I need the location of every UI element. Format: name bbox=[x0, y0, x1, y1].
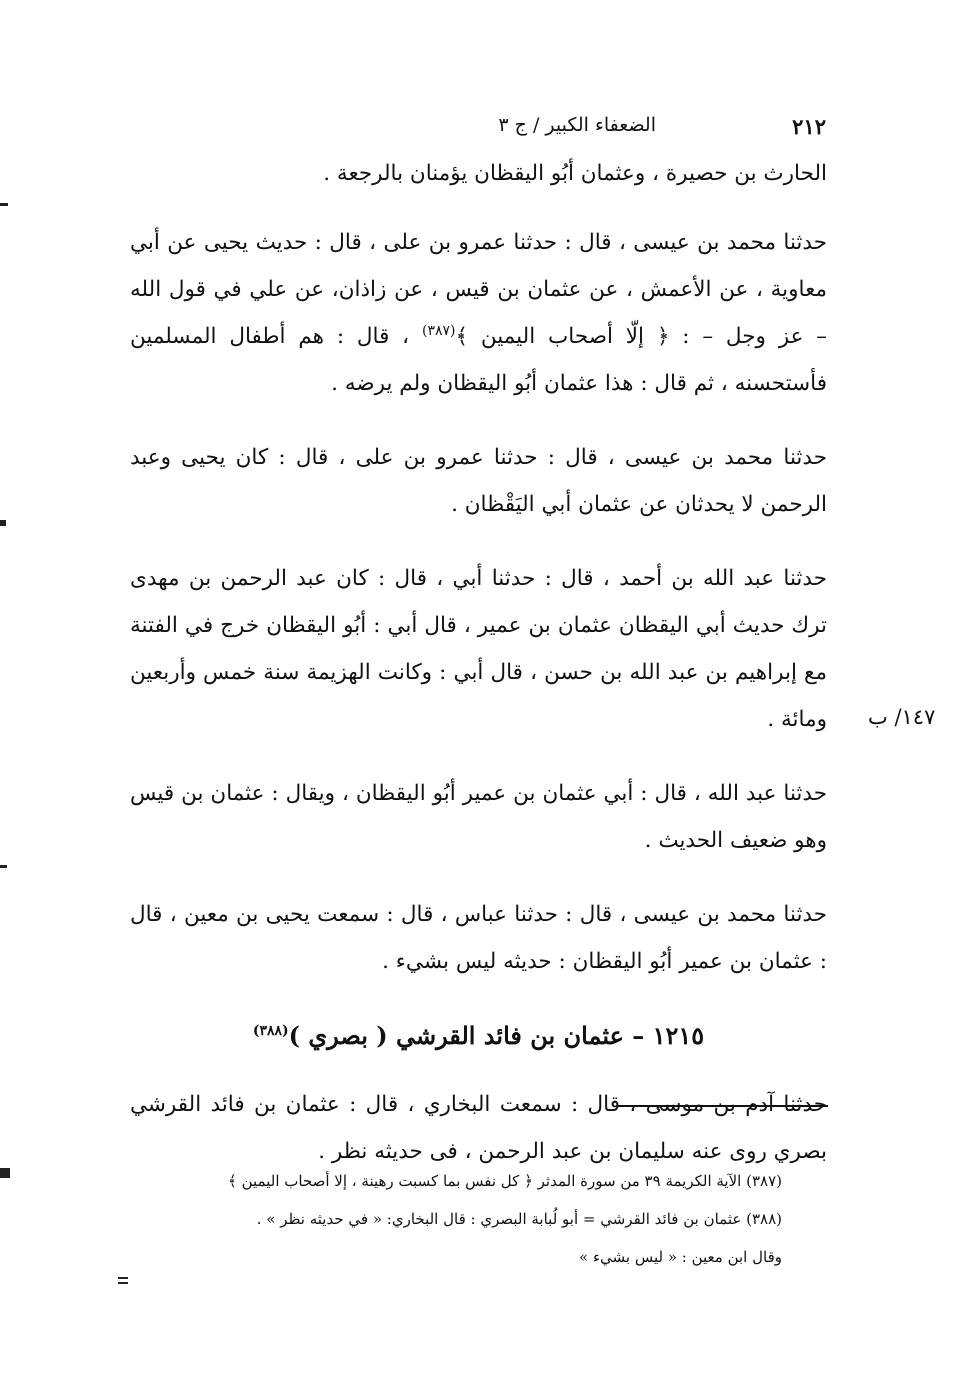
paragraph-2-text: حدثنا محمد بن عيسى ، قال : حدثنا عمرو بن على ، قال : حديث يحيى عن أبي معاوية ، عن الأعمش ، عن عثمان بن قيس ، عن زاذان، عن علي في قول الله – عز وجل – : ﴿ إلّا أصحاب اليمين ﴾ bbox=[130, 230, 827, 349]
paragraph-1: الحارث بن حصيرة ، وعثمان أبُو اليقظان يؤمنان بالرجعة . bbox=[323, 161, 827, 186]
entry-title: ١٢١٥ – عثمان بن فائد القرشي ( بصري ) bbox=[288, 1021, 705, 1050]
entry-heading bbox=[130, 1012, 827, 1059]
manuscript-folio-mark: ١٤٧/ ب bbox=[868, 705, 936, 729]
footnote-separator bbox=[618, 1105, 828, 1107]
paragraph-2 bbox=[130, 219, 827, 407]
paragraph-4: حدثنا عبد الله بن أحمد ، قال : حدثنا أبي ، قال : كان عبد الرحمن بن مهدى ترك حديث أبي اليقظان عثمان بن عمير ، قال أبي : أبُو اليقظان خرج في الفتنة مع إبراهيم بن عبد الله بن حسن ، قال أبي : وكانت الهزيمة سنة خمس وأربعين ومائة . bbox=[130, 566, 827, 732]
footnote-ref-388[interactable]: (٣٨٨) bbox=[252, 1023, 289, 1039]
paragraph-3: حدثنا محمد بن عيسى ، قال : حدثنا عمرو بن على ، قال : كان يحيى وعبد الرحمن لا يحدثان عن عثمان أبي اليَقْظان . bbox=[130, 445, 827, 517]
scan-edge-mark bbox=[0, 1168, 10, 1178]
footnote-387: (٣٨٧) الآية الكريمة ٣٩ من سورة المدثر ﴿ كل نفس بما كسبت رهينة ، إلا أصحاب اليمين ﴾ bbox=[228, 1172, 782, 1190]
footnote-388-continued: وقال ابن معين : « ليس بشيء » bbox=[579, 1248, 782, 1266]
scan-edge-mark bbox=[118, 1282, 128, 1284]
scan-edge-mark bbox=[0, 865, 7, 868]
footnotes bbox=[120, 1162, 782, 1276]
main-text bbox=[130, 150, 827, 1202]
entry-text: حدثنا آدم بن موسى ، قال : سمعت البخاري ، قال : عثمان بن فائد القرشي بصري روى عنه سليمان بن عبد الرحمن ، فى حديثه نظر . bbox=[130, 1092, 827, 1164]
paragraph-2-tail: ، قال : هم أطفال المسلمين فأستحسنه ، ثم قال : هذا عثمان أبُو اليقظان ولم يرضه . bbox=[130, 324, 827, 396]
page-header bbox=[360, 114, 826, 144]
page-number: ٢١٢ bbox=[792, 114, 826, 139]
paragraph-5: حدثنا عبد الله ، قال : أبي عثمان بن عمير أبُو اليقظان ، ويقال : عثمان بن قيس وهو ضعيف الحديث . bbox=[130, 781, 827, 853]
footnote-ref-387[interactable]: (٣٨٧) bbox=[421, 322, 456, 339]
scan-edge-mark bbox=[0, 520, 6, 526]
running-title: الضعفاء الكبير / ج ٣ bbox=[498, 114, 656, 136]
paragraph-6: حدثنا محمد بن عيسى ، قال : حدثنا عباس ، قال : سمعت يحيى بن معين ، قال : عثمان بن عمير أبُو اليقظان : حديثه ليس بشيء . bbox=[130, 902, 827, 974]
scan-edge-mark bbox=[0, 203, 8, 206]
footnote-388: (٣٨٨) عثمان بن فائد القرشي = أبو لُبابة البصري : قال البخاري: « في حديثه نظر » . bbox=[256, 1210, 782, 1228]
scan-edge-mark bbox=[118, 1277, 128, 1279]
